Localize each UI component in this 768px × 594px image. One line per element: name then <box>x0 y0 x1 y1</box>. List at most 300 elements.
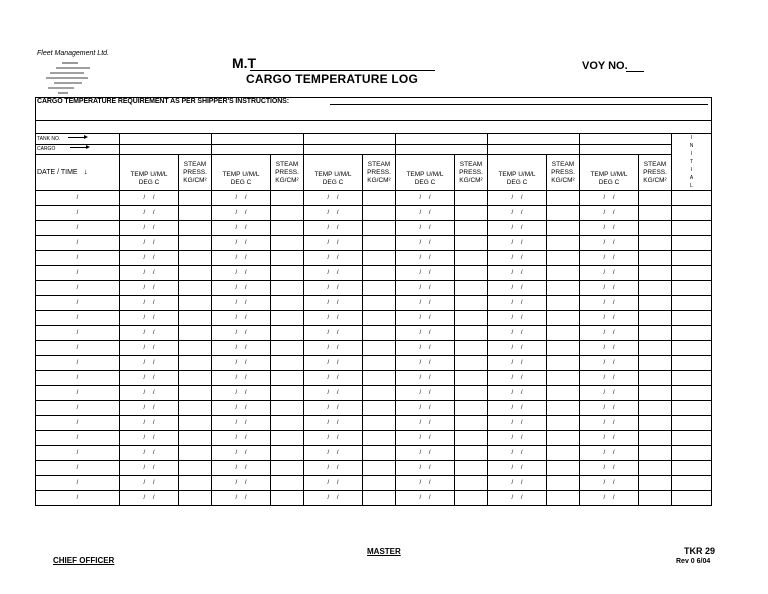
cargo-cell[interactable] <box>580 144 672 155</box>
temp-cell[interactable] <box>212 386 271 401</box>
temp-cell[interactable] <box>212 476 271 491</box>
date-time-cell[interactable] <box>36 401 120 416</box>
temp-cell[interactable] <box>488 491 547 506</box>
steam-cell[interactable] <box>179 251 212 266</box>
temp-cell[interactable] <box>396 491 455 506</box>
steam-cell[interactable] <box>271 446 304 461</box>
temp-cell[interactable] <box>396 371 455 386</box>
temp-cell[interactable] <box>396 281 455 296</box>
initial-cell[interactable] <box>672 371 712 386</box>
temp-cell[interactable] <box>580 281 639 296</box>
initial-cell[interactable] <box>672 401 712 416</box>
temp-cell[interactable] <box>212 326 271 341</box>
temp-cell[interactable] <box>488 476 547 491</box>
temp-cell[interactable] <box>580 416 639 431</box>
voy-number-line[interactable] <box>626 71 644 72</box>
steam-cell[interactable] <box>179 221 212 236</box>
temp-cell[interactable] <box>396 191 455 206</box>
steam-cell[interactable] <box>363 221 396 236</box>
temp-cell[interactable] <box>580 221 639 236</box>
temp-cell[interactable] <box>304 191 363 206</box>
steam-cell[interactable] <box>271 341 304 356</box>
cargo-cell[interactable] <box>304 144 396 155</box>
initial-cell[interactable] <box>672 476 712 491</box>
temp-cell[interactable] <box>212 296 271 311</box>
steam-cell[interactable] <box>363 341 396 356</box>
initial-cell[interactable] <box>672 206 712 221</box>
steam-cell[interactable] <box>455 311 488 326</box>
temp-cell[interactable] <box>396 251 455 266</box>
steam-cell[interactable] <box>271 386 304 401</box>
steam-cell[interactable] <box>547 476 580 491</box>
temp-cell[interactable] <box>212 266 271 281</box>
requirement-line-2[interactable] <box>35 120 711 121</box>
temp-cell[interactable] <box>120 491 179 506</box>
temp-cell[interactable] <box>396 266 455 281</box>
temp-cell[interactable] <box>488 311 547 326</box>
steam-cell[interactable] <box>271 461 304 476</box>
initial-cell[interactable] <box>672 326 712 341</box>
temp-cell[interactable] <box>580 341 639 356</box>
date-time-cell[interactable] <box>36 341 120 356</box>
initial-cell[interactable] <box>672 266 712 281</box>
temp-cell[interactable] <box>212 251 271 266</box>
steam-cell[interactable] <box>363 296 396 311</box>
steam-cell[interactable] <box>547 371 580 386</box>
temp-cell[interactable] <box>304 326 363 341</box>
initial-cell[interactable] <box>672 311 712 326</box>
initial-cell[interactable] <box>672 341 712 356</box>
temp-cell[interactable] <box>396 431 455 446</box>
temp-cell[interactable] <box>488 251 547 266</box>
steam-cell[interactable] <box>271 266 304 281</box>
temp-cell[interactable] <box>304 431 363 446</box>
steam-cell[interactable] <box>179 236 212 251</box>
temp-cell[interactable] <box>488 341 547 356</box>
temp-cell[interactable] <box>488 221 547 236</box>
cargo-cell[interactable] <box>120 144 212 155</box>
steam-cell[interactable] <box>179 296 212 311</box>
temp-cell[interactable] <box>580 191 639 206</box>
steam-cell[interactable] <box>455 491 488 506</box>
steam-cell[interactable] <box>363 461 396 476</box>
initial-cell[interactable] <box>672 356 712 371</box>
temp-cell[interactable] <box>304 251 363 266</box>
steam-cell[interactable] <box>179 326 212 341</box>
requirement-line-1[interactable] <box>330 104 708 105</box>
temp-cell[interactable] <box>396 326 455 341</box>
temp-cell[interactable] <box>120 221 179 236</box>
steam-cell[interactable] <box>547 431 580 446</box>
temp-cell[interactable] <box>120 296 179 311</box>
date-time-cell[interactable] <box>36 296 120 311</box>
steam-cell[interactable] <box>639 461 672 476</box>
steam-cell[interactable] <box>179 356 212 371</box>
temp-cell[interactable] <box>580 266 639 281</box>
temp-cell[interactable] <box>304 311 363 326</box>
steam-cell[interactable] <box>271 281 304 296</box>
steam-cell[interactable] <box>547 461 580 476</box>
steam-cell[interactable] <box>271 356 304 371</box>
steam-cell[interactable] <box>363 371 396 386</box>
steam-cell[interactable] <box>455 236 488 251</box>
tank-no-cell[interactable] <box>580 134 672 145</box>
temp-cell[interactable] <box>120 416 179 431</box>
temp-cell[interactable] <box>120 431 179 446</box>
steam-cell[interactable] <box>639 491 672 506</box>
steam-cell[interactable] <box>455 341 488 356</box>
steam-cell[interactable] <box>271 401 304 416</box>
steam-cell[interactable] <box>547 446 580 461</box>
steam-cell[interactable] <box>363 311 396 326</box>
temp-cell[interactable] <box>580 431 639 446</box>
steam-cell[interactable] <box>179 431 212 446</box>
steam-cell[interactable] <box>547 491 580 506</box>
temp-cell[interactable] <box>120 266 179 281</box>
steam-cell[interactable] <box>455 371 488 386</box>
steam-cell[interactable] <box>639 251 672 266</box>
steam-cell[interactable] <box>363 491 396 506</box>
steam-cell[interactable] <box>363 206 396 221</box>
temp-cell[interactable] <box>120 206 179 221</box>
steam-cell[interactable] <box>179 311 212 326</box>
temp-cell[interactable] <box>580 206 639 221</box>
temp-cell[interactable] <box>580 326 639 341</box>
temp-cell[interactable] <box>304 356 363 371</box>
temp-cell[interactable] <box>488 416 547 431</box>
initial-cell[interactable] <box>672 236 712 251</box>
date-time-cell[interactable] <box>36 356 120 371</box>
steam-cell[interactable] <box>547 191 580 206</box>
temp-cell[interactable] <box>212 491 271 506</box>
steam-cell[interactable] <box>455 416 488 431</box>
steam-cell[interactable] <box>455 401 488 416</box>
date-time-cell[interactable] <box>36 206 120 221</box>
temp-cell[interactable] <box>212 371 271 386</box>
date-time-cell[interactable] <box>36 251 120 266</box>
steam-cell[interactable] <box>639 281 672 296</box>
temp-cell[interactable] <box>488 431 547 446</box>
temp-cell[interactable] <box>120 341 179 356</box>
steam-cell[interactable] <box>363 476 396 491</box>
steam-cell[interactable] <box>639 221 672 236</box>
steam-cell[interactable] <box>639 341 672 356</box>
temp-cell[interactable] <box>120 476 179 491</box>
steam-cell[interactable] <box>455 191 488 206</box>
temp-cell[interactable] <box>396 206 455 221</box>
steam-cell[interactable] <box>363 266 396 281</box>
initial-cell[interactable] <box>672 446 712 461</box>
steam-cell[interactable] <box>547 266 580 281</box>
date-time-cell[interactable] <box>36 416 120 431</box>
steam-cell[interactable] <box>547 311 580 326</box>
steam-cell[interactable] <box>455 281 488 296</box>
steam-cell[interactable] <box>547 296 580 311</box>
temp-cell[interactable] <box>580 311 639 326</box>
steam-cell[interactable] <box>179 281 212 296</box>
temp-cell[interactable] <box>304 446 363 461</box>
date-time-cell[interactable] <box>36 326 120 341</box>
steam-cell[interactable] <box>547 236 580 251</box>
initial-cell[interactable] <box>672 431 712 446</box>
temp-cell[interactable] <box>580 491 639 506</box>
temp-cell[interactable] <box>580 476 639 491</box>
temp-cell[interactable] <box>488 461 547 476</box>
steam-cell[interactable] <box>363 416 396 431</box>
steam-cell[interactable] <box>363 191 396 206</box>
temp-cell[interactable] <box>488 386 547 401</box>
temp-cell[interactable] <box>488 446 547 461</box>
steam-cell[interactable] <box>363 281 396 296</box>
steam-cell[interactable] <box>455 266 488 281</box>
date-time-cell[interactable] <box>36 386 120 401</box>
temp-cell[interactable] <box>304 401 363 416</box>
steam-cell[interactable] <box>455 386 488 401</box>
steam-cell[interactable] <box>271 416 304 431</box>
temp-cell[interactable] <box>120 191 179 206</box>
steam-cell[interactable] <box>271 491 304 506</box>
steam-cell[interactable] <box>455 251 488 266</box>
steam-cell[interactable] <box>179 446 212 461</box>
steam-cell[interactable] <box>547 341 580 356</box>
steam-cell[interactable] <box>363 431 396 446</box>
temp-cell[interactable] <box>304 461 363 476</box>
steam-cell[interactable] <box>455 446 488 461</box>
steam-cell[interactable] <box>547 251 580 266</box>
temp-cell[interactable] <box>396 236 455 251</box>
steam-cell[interactable] <box>639 311 672 326</box>
initial-cell[interactable] <box>672 386 712 401</box>
temp-cell[interactable] <box>120 401 179 416</box>
steam-cell[interactable] <box>639 206 672 221</box>
initial-cell[interactable] <box>672 416 712 431</box>
temp-cell[interactable] <box>396 416 455 431</box>
steam-cell[interactable] <box>271 296 304 311</box>
date-time-cell[interactable] <box>36 431 120 446</box>
date-time-cell[interactable] <box>36 491 120 506</box>
temp-cell[interactable] <box>580 251 639 266</box>
temp-cell[interactable] <box>212 356 271 371</box>
steam-cell[interactable] <box>271 206 304 221</box>
temp-cell[interactable] <box>212 446 271 461</box>
steam-cell[interactable] <box>547 386 580 401</box>
temp-cell[interactable] <box>212 431 271 446</box>
temp-cell[interactable] <box>304 236 363 251</box>
steam-cell[interactable] <box>179 341 212 356</box>
date-time-cell[interactable] <box>36 221 120 236</box>
temp-cell[interactable] <box>580 461 639 476</box>
steam-cell[interactable] <box>363 236 396 251</box>
temp-cell[interactable] <box>304 221 363 236</box>
temp-cell[interactable] <box>120 446 179 461</box>
initial-cell[interactable] <box>672 251 712 266</box>
temp-cell[interactable] <box>396 461 455 476</box>
steam-cell[interactable] <box>271 236 304 251</box>
steam-cell[interactable] <box>639 446 672 461</box>
temp-cell[interactable] <box>488 236 547 251</box>
steam-cell[interactable] <box>271 431 304 446</box>
steam-cell[interactable] <box>639 236 672 251</box>
temp-cell[interactable] <box>120 386 179 401</box>
steam-cell[interactable] <box>455 476 488 491</box>
temp-cell[interactable] <box>304 206 363 221</box>
initial-cell[interactable] <box>672 281 712 296</box>
temp-cell[interactable] <box>488 356 547 371</box>
temp-cell[interactable] <box>304 281 363 296</box>
steam-cell[interactable] <box>547 326 580 341</box>
temp-cell[interactable] <box>488 266 547 281</box>
temp-cell[interactable] <box>304 386 363 401</box>
steam-cell[interactable] <box>271 191 304 206</box>
date-time-cell[interactable] <box>36 281 120 296</box>
steam-cell[interactable] <box>271 311 304 326</box>
date-time-cell[interactable] <box>36 461 120 476</box>
steam-cell[interactable] <box>639 416 672 431</box>
temp-cell[interactable] <box>120 326 179 341</box>
date-time-cell[interactable] <box>36 476 120 491</box>
cargo-cell[interactable] <box>212 144 304 155</box>
initial-cell[interactable] <box>672 191 712 206</box>
steam-cell[interactable] <box>639 371 672 386</box>
temp-cell[interactable] <box>488 206 547 221</box>
temp-cell[interactable] <box>396 296 455 311</box>
steam-cell[interactable] <box>639 356 672 371</box>
steam-cell[interactable] <box>271 251 304 266</box>
steam-cell[interactable] <box>455 461 488 476</box>
steam-cell[interactable] <box>639 401 672 416</box>
steam-cell[interactable] <box>179 416 212 431</box>
temp-cell[interactable] <box>580 371 639 386</box>
steam-cell[interactable] <box>639 326 672 341</box>
steam-cell[interactable] <box>363 251 396 266</box>
temp-cell[interactable] <box>212 416 271 431</box>
steam-cell[interactable] <box>179 491 212 506</box>
tank-no-cell[interactable] <box>488 134 580 145</box>
temp-cell[interactable] <box>120 251 179 266</box>
steam-cell[interactable] <box>547 221 580 236</box>
steam-cell[interactable] <box>547 401 580 416</box>
steam-cell[interactable] <box>455 296 488 311</box>
temp-cell[interactable] <box>396 356 455 371</box>
temp-cell[interactable] <box>488 296 547 311</box>
steam-cell[interactable] <box>639 266 672 281</box>
temp-cell[interactable] <box>304 476 363 491</box>
temp-cell[interactable] <box>488 371 547 386</box>
steam-cell[interactable] <box>455 356 488 371</box>
steam-cell[interactable] <box>639 296 672 311</box>
steam-cell[interactable] <box>271 326 304 341</box>
tank-no-cell[interactable] <box>212 134 304 145</box>
initial-cell[interactable] <box>672 221 712 236</box>
temp-cell[interactable] <box>120 236 179 251</box>
cargo-cell[interactable] <box>396 144 488 155</box>
temp-cell[interactable] <box>212 281 271 296</box>
temp-cell[interactable] <box>488 281 547 296</box>
temp-cell[interactable] <box>304 296 363 311</box>
date-time-cell[interactable] <box>36 236 120 251</box>
steam-cell[interactable] <box>179 191 212 206</box>
temp-cell[interactable] <box>396 446 455 461</box>
steam-cell[interactable] <box>639 386 672 401</box>
steam-cell[interactable] <box>271 221 304 236</box>
temp-cell[interactable] <box>488 191 547 206</box>
date-time-cell[interactable] <box>36 311 120 326</box>
temp-cell[interactable] <box>396 311 455 326</box>
temp-cell[interactable] <box>304 341 363 356</box>
date-time-cell[interactable] <box>36 371 120 386</box>
temp-cell[interactable] <box>212 236 271 251</box>
temp-cell[interactable] <box>120 281 179 296</box>
steam-cell[interactable] <box>363 326 396 341</box>
temp-cell[interactable] <box>488 401 547 416</box>
temp-cell[interactable] <box>212 311 271 326</box>
tank-no-cell[interactable] <box>396 134 488 145</box>
steam-cell[interactable] <box>455 431 488 446</box>
temp-cell[interactable] <box>212 206 271 221</box>
temp-cell[interactable] <box>212 341 271 356</box>
temp-cell[interactable] <box>212 191 271 206</box>
date-time-cell[interactable] <box>36 446 120 461</box>
steam-cell[interactable] <box>363 356 396 371</box>
steam-cell[interactable] <box>363 386 396 401</box>
steam-cell[interactable] <box>455 206 488 221</box>
temp-cell[interactable] <box>212 461 271 476</box>
temp-cell[interactable] <box>580 401 639 416</box>
date-time-cell[interactable] <box>36 191 120 206</box>
temp-cell[interactable] <box>120 371 179 386</box>
temp-cell[interactable] <box>212 221 271 236</box>
temp-cell[interactable] <box>396 401 455 416</box>
temp-cell[interactable] <box>580 296 639 311</box>
steam-cell[interactable] <box>455 221 488 236</box>
steam-cell[interactable] <box>547 356 580 371</box>
steam-cell[interactable] <box>179 206 212 221</box>
cargo-cell[interactable] <box>488 144 580 155</box>
steam-cell[interactable] <box>179 371 212 386</box>
temp-cell[interactable] <box>396 341 455 356</box>
temp-cell[interactable] <box>212 401 271 416</box>
temp-cell[interactable] <box>304 416 363 431</box>
tank-no-cell[interactable] <box>304 134 396 145</box>
temp-cell[interactable] <box>396 221 455 236</box>
temp-cell[interactable] <box>396 476 455 491</box>
temp-cell[interactable] <box>120 356 179 371</box>
temp-cell[interactable] <box>120 461 179 476</box>
steam-cell[interactable] <box>271 476 304 491</box>
tank-no-cell[interactable] <box>120 134 212 145</box>
steam-cell[interactable] <box>363 446 396 461</box>
temp-cell[interactable] <box>580 386 639 401</box>
temp-cell[interactable] <box>580 356 639 371</box>
steam-cell[interactable] <box>271 371 304 386</box>
temp-cell[interactable] <box>304 266 363 281</box>
steam-cell[interactable] <box>179 461 212 476</box>
mt-name-line[interactable] <box>250 70 435 71</box>
initial-cell[interactable] <box>672 296 712 311</box>
steam-cell[interactable] <box>455 326 488 341</box>
temp-cell[interactable] <box>488 326 547 341</box>
temp-cell[interactable] <box>580 446 639 461</box>
steam-cell[interactable] <box>547 416 580 431</box>
steam-cell[interactable] <box>639 476 672 491</box>
steam-cell[interactable] <box>639 431 672 446</box>
temp-cell[interactable] <box>304 491 363 506</box>
temp-cell[interactable] <box>120 311 179 326</box>
steam-cell[interactable] <box>639 191 672 206</box>
initial-cell[interactable] <box>672 491 712 506</box>
steam-cell[interactable] <box>363 401 396 416</box>
date-time-cell[interactable] <box>36 266 120 281</box>
